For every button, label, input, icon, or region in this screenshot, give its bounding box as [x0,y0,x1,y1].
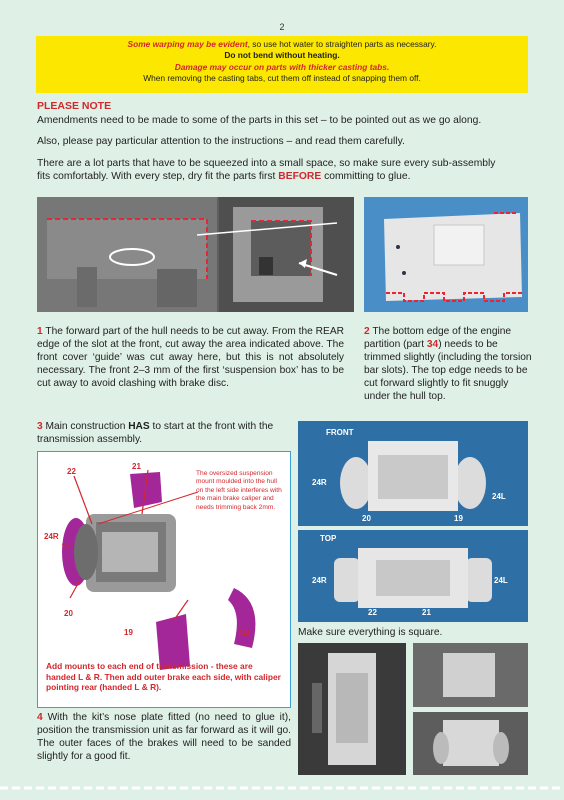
note-p3-line2: fits comfortably. With every step, dry fit the parts first [37,171,279,183]
step-2-text-b: ) needs to be trimmed slightly (including the torsion bar slots). The top edge needs to be cut forward slightly to fit snuggly under the hull top. [364,338,532,402]
note-paragraph-1: Amendments need to be made to some of the parts in this set – to be pointed out as we go along. [37,115,482,126]
footer-dash-border [0,786,564,790]
step-3-number: 3 [37,421,43,432]
diagram-label-20: 20 [64,609,73,618]
warning-line2: Do not bend without heating. [224,50,340,61]
step-1-caption [37,326,344,391]
front-photo-title: FRONT [326,428,354,437]
diagram-label-21: 21 [132,462,141,471]
square-caption: Make sure everything is square. [298,627,443,638]
front-label-24r: 24R [312,478,327,487]
step-3-has: HAS [128,421,150,432]
front-view-photo [298,421,528,526]
step-2-text-a: The bottom edge of the engine partition (part [364,326,512,350]
front-label-20: 20 [362,514,371,523]
diagram-label-19: 19 [124,628,133,637]
note-p3-line2-end: committing to glue. [321,171,411,183]
diagram-label-24r: 24R [44,532,59,541]
hull-photo [37,197,354,312]
note-paragraph-3 [37,157,547,184]
page-number: 2 [279,22,285,32]
note-p3-before: BEFORE [278,171,322,183]
warning-box [36,36,528,93]
assembly-photo-1-illustration [298,643,406,775]
assembly-photo-2-illustration [413,643,528,707]
step-1-text: The forward part of the hull needs to be cut away. From the REAR edge of the slot at the front, cut away the area indicated above. The front cover ‘guide’ was cut away here, but this is not absolutely necessary. The front 2–3 mm of the first ‘suspension box’ has to be cut away to avoid clashing with brake disc. [37,326,344,389]
partition-photo-illustration [364,197,528,312]
step-2-number: 2 [364,326,370,337]
front-label-19: 19 [454,514,463,523]
front-label-24l: 24L [492,492,506,501]
step-4-number: 4 [37,712,43,723]
warning-line1-em: Some warping may be evident [127,39,248,49]
top-label-24l: 24L [494,576,508,585]
step-3-text-b: to start at the front with the transmission assembly. [37,421,274,445]
assembly-photo-2 [413,643,528,707]
warning-line1-rest: , so use hot water to straighten parts as necessary. [247,39,437,49]
warning-line4: When removing the casting tabs, cut them off instead of snapping them off. [143,73,421,84]
assembly-photo-3 [413,712,528,775]
warning-line3: Damage may occur on parts with thicker casting tabs. [174,61,390,72]
top-view-photo [298,530,528,622]
step-2-caption [364,326,532,403]
step-1-number: 1 [37,326,43,337]
hull-photo-illustration [37,197,354,312]
diagram-instruction: Add mounts to each end of transmission - these are handed L & R. Then add outer brake each side, with caliper pointing rear (handed L & R). [46,661,281,693]
transmission-diagram [37,451,291,708]
step-3-caption [37,421,291,447]
diagram-note: The oversized suspension mount moulded into the hull on the left side interferes with the main brake caliper and needs trimming back 2mm. [196,470,282,511]
diagram-label-22: 22 [67,467,76,476]
top-label-24r: 24R [312,576,327,585]
top-photo-title: TOP [320,534,337,543]
note-heading: PLEASE NOTE [37,100,112,112]
note-paragraph-2: Also, please pay particular attention to the instructions – and read them carefully. [37,136,405,147]
assembly-photo-1 [298,643,406,775]
top-label-22: 22 [368,608,377,617]
assembly-photo-3-illustration [413,712,528,775]
top-label-21: 21 [422,608,431,617]
step-2-part-number: 34 [426,338,439,350]
diagram-label-24l: 24L [238,629,252,638]
step-4-text: With the kit’s nose plate fitted (no need to glue it), position the transmission unit as far forward as it will go. The outer faces of the brakes will need to be sanded slightly for a good fit. [37,712,291,762]
note-p3-line1: There are a lot parts that have to be squeezed into a small space, so make sure every sub-assembly [37,158,496,169]
step-3-text-a: Main construction [45,421,129,432]
partition-photo [364,197,528,312]
step-4-caption [37,712,291,764]
